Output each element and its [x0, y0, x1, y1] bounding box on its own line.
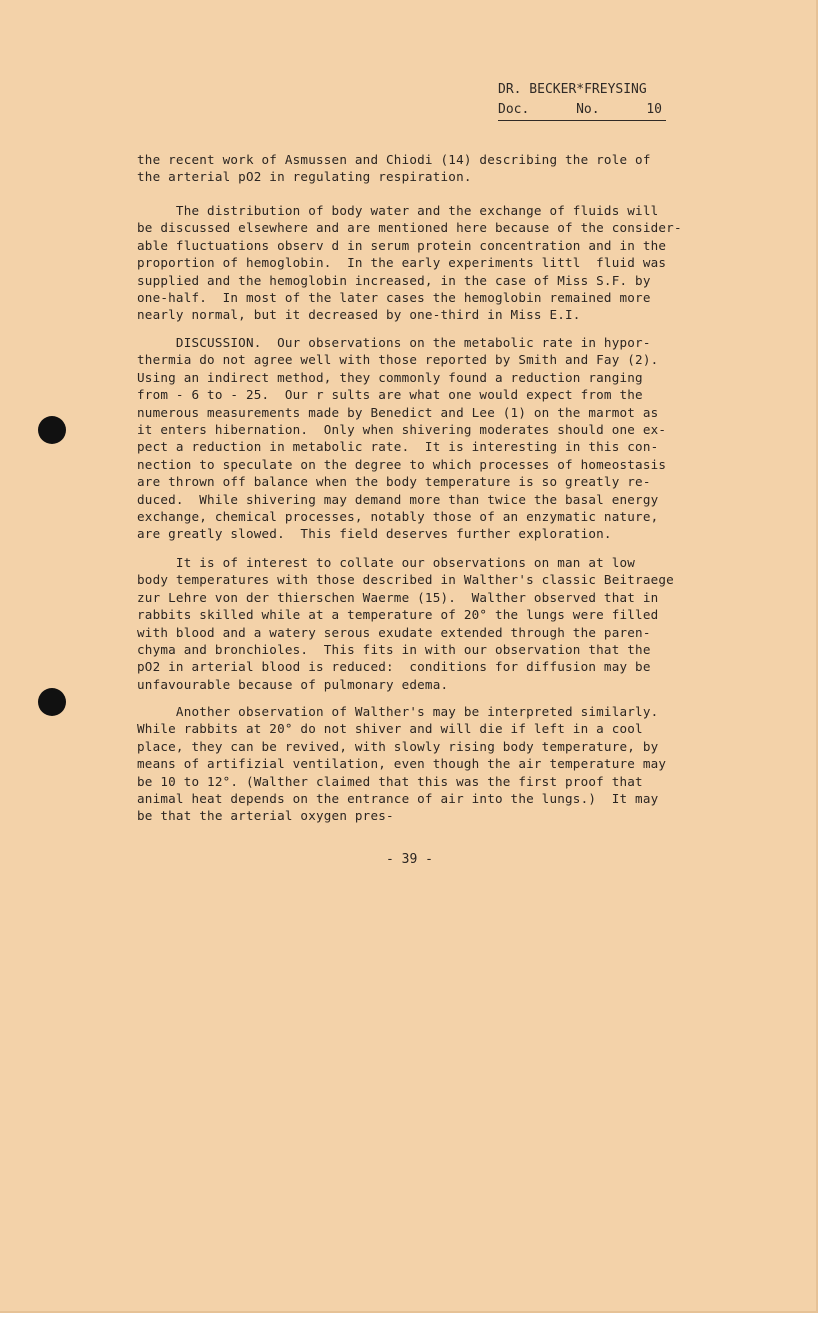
text-line: nearly normal, but it decreased by one-third in Miss E.I.: [137, 307, 581, 323]
punch-hole-lower: [38, 688, 66, 716]
text-line: are thrown off balance when the body temperature is so greatly re-: [137, 474, 651, 490]
paragraph-discussion: [137, 334, 717, 543]
text-line: the recent work of Asmussen and Chiodi (14) describing the role of: [137, 152, 651, 167]
paragraph-walther-observation: [137, 703, 717, 825]
text-line: zur Lehre von der thierschen Waerme (15). Walther observed that in: [137, 589, 659, 605]
paragraph-body-water: [137, 202, 717, 324]
text-line: are greatly slowed. This field deserves further exploration.: [137, 526, 612, 542]
text-line: unfavourable because of pulmonary edema.: [137, 676, 449, 692]
text-line: able fluctuations observ d in serum protein concentration and in the: [137, 237, 667, 253]
text-line: thermia do not agree well with those reported by Smith and Fay (2).: [137, 352, 659, 368]
text-line: Another observation of Walther's may be interpreted similarly.: [137, 704, 659, 719]
text-line: pO2 in arterial blood is reduced: conditions for diffusion may be: [137, 659, 651, 675]
text-line: be 10 to 12°. (Walther claimed that this was the first proof that: [137, 773, 643, 789]
text-line: duced. While shivering may demand more than twice the basal energy: [137, 491, 659, 507]
text-line: body temperatures with those described in Walther's classic Beitraege: [137, 572, 674, 588]
text-line: DISCUSSION. Our observations on the metabolic rate in hypor-: [137, 335, 651, 350]
text-line: nection to speculate on the degree to which processes of homeostasis: [137, 456, 667, 472]
paragraph-walther: [137, 554, 717, 693]
text-line: The distribution of body water and the exchange of fluids will: [137, 203, 659, 218]
text-line: place, they can be revived, with slowly rising body temperature, by: [137, 738, 659, 754]
header-doc-number: 10: [646, 102, 662, 117]
text-line: proportion of hemoglobin. In the early experiments littl fluid was: [137, 255, 667, 271]
text-line: be that the arterial oxygen pres-: [137, 808, 394, 824]
header-author: DR. BECKER*FREYSING: [498, 82, 647, 97]
text-line: means of artifizial ventilation, even though the air temperature may: [137, 756, 667, 772]
text-line: be discussed elsewhere and are mentioned here because of the consider-: [137, 220, 682, 236]
header-doc-label: Doc.: [498, 102, 530, 117]
text-line: one-half. In most of the later cases the hemoglobin remained more: [137, 289, 651, 305]
text-line: While rabbits at 20° do not shiver and will die if left in a cool: [137, 721, 643, 737]
text-line: chyma and bronchioles. This fits in with our observation that the: [137, 641, 651, 657]
header-doc-line: [498, 100, 666, 121]
text-line: numerous measurements made by Benedict and Lee (1) on the marmot as: [137, 404, 659, 420]
text-line: animal heat depends on the entrance of air into the lungs.) It may: [137, 790, 659, 806]
page-number: - 39 -: [386, 852, 433, 867]
text-line: the arterial pO2 in regulating respiration.: [137, 169, 472, 185]
header-no-label: No.: [576, 102, 600, 117]
text-line: supplied and the hemoglobin increased, in the case of Miss S.F. by: [137, 272, 651, 288]
text-line: It is of interest to collate our observations on man at low: [137, 555, 636, 570]
punch-hole-upper: [38, 416, 66, 444]
text-line: it enters hibernation. Only when shivering moderates should one ex-: [137, 421, 667, 437]
text-line: exchange, chemical processes, notably those of an enzymatic nature,: [137, 508, 659, 524]
text-line: pect a reduction in metabolic rate. It is interesting in this con-: [137, 439, 659, 455]
text-line: with blood and a watery serous exudate extended through the paren-: [137, 624, 651, 640]
paragraph-intro: [137, 151, 717, 186]
document-header: [498, 80, 668, 121]
text-line: rabbits skilled while at a temperature of 20° the lungs were filled: [137, 607, 659, 623]
text-line: Using an indirect method, they commonly found a reduction ranging: [137, 369, 643, 385]
text-line: from - 6 to - 25. Our r sults are what one would expect from the: [137, 387, 643, 403]
